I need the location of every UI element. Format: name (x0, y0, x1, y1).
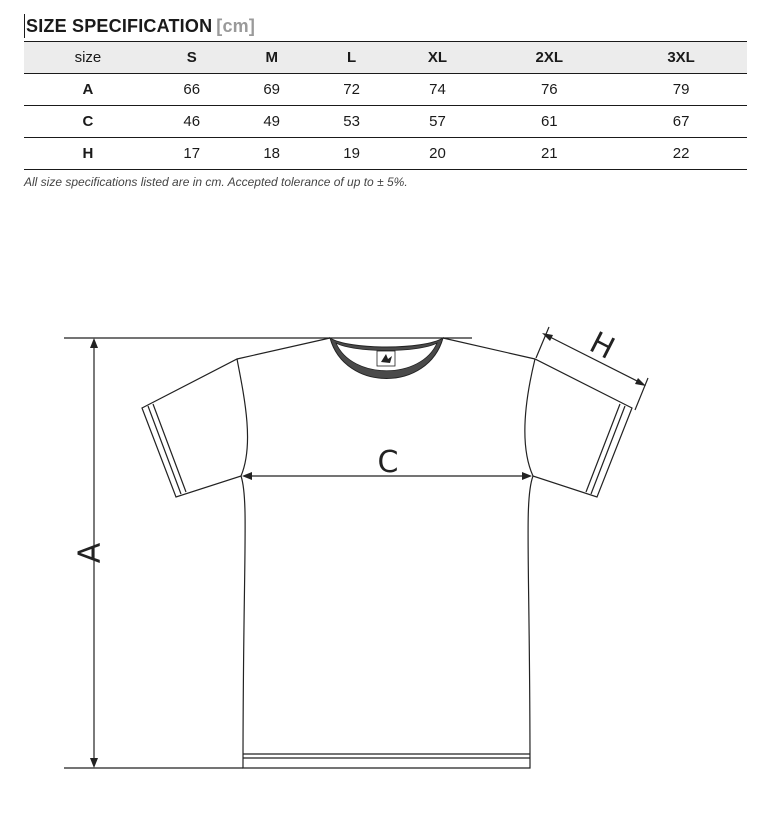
tshirt-measurement-diagram (0, 300, 777, 790)
table-cell: 18 (232, 138, 312, 170)
arrowhead-a-bottom (90, 758, 98, 768)
arrowhead-c-left (242, 472, 252, 480)
table-cell: 72 (312, 74, 392, 106)
arrowhead-h-bottom (635, 378, 646, 386)
tshirt-outline (142, 338, 632, 768)
row-label-a: A (24, 74, 152, 106)
unit-label: [cm] (216, 16, 256, 36)
title-text: SIZE SPECIFICATION (26, 16, 213, 36)
header-size-3xl: 3XL (615, 42, 747, 74)
arrowhead-c-right (522, 472, 532, 480)
table-cell: 21 (483, 138, 615, 170)
table-cell: 57 (392, 106, 484, 138)
table-cell: 67 (615, 106, 747, 138)
table-cell: 53 (312, 106, 392, 138)
header-size-label: size (24, 42, 152, 74)
right-armhole-seam (525, 359, 535, 476)
table-cell: 61 (483, 106, 615, 138)
table-cell: 22 (615, 138, 747, 170)
table-cell: 46 (152, 106, 232, 138)
header-size-s: S (152, 42, 232, 74)
size-table (24, 41, 747, 170)
page-title (24, 14, 255, 38)
header-size-xl: XL (392, 42, 484, 74)
table-cell: 69 (232, 74, 312, 106)
table-cell: 76 (483, 74, 615, 106)
arrowhead-a-top (90, 338, 98, 348)
table-cell: 66 (152, 74, 232, 106)
dimension-label-h: H (584, 325, 620, 367)
left-sleeve-hem (148, 406, 181, 494)
tolerance-note: All size specifications listed are in cm. Accepted tolerance of up to ± 5%. (24, 175, 408, 189)
table-cell: 20 (392, 138, 484, 170)
table-cell: 19 (312, 138, 392, 170)
right-sleeve-hem-2 (586, 404, 620, 492)
table-cell: 17 (152, 138, 232, 170)
table-row-h (24, 138, 747, 170)
table-cell: 74 (392, 74, 484, 106)
table-cell: 79 (615, 74, 747, 106)
left-armhole-seam (237, 359, 248, 476)
row-label-c: C (24, 106, 152, 138)
table-row-c (24, 106, 747, 138)
h-extension-line-1 (536, 327, 549, 358)
table-row-a (24, 74, 747, 106)
header-size-2xl: 2XL (483, 42, 615, 74)
right-sleeve-hem (591, 406, 625, 494)
dimension-label-a: A (72, 542, 108, 564)
table-header-row (24, 42, 747, 74)
row-label-h: H (24, 138, 152, 170)
header-size-m: M (232, 42, 312, 74)
header-size-l: L (312, 42, 392, 74)
dimension-label-c: C (377, 445, 399, 480)
table-cell: 49 (232, 106, 312, 138)
